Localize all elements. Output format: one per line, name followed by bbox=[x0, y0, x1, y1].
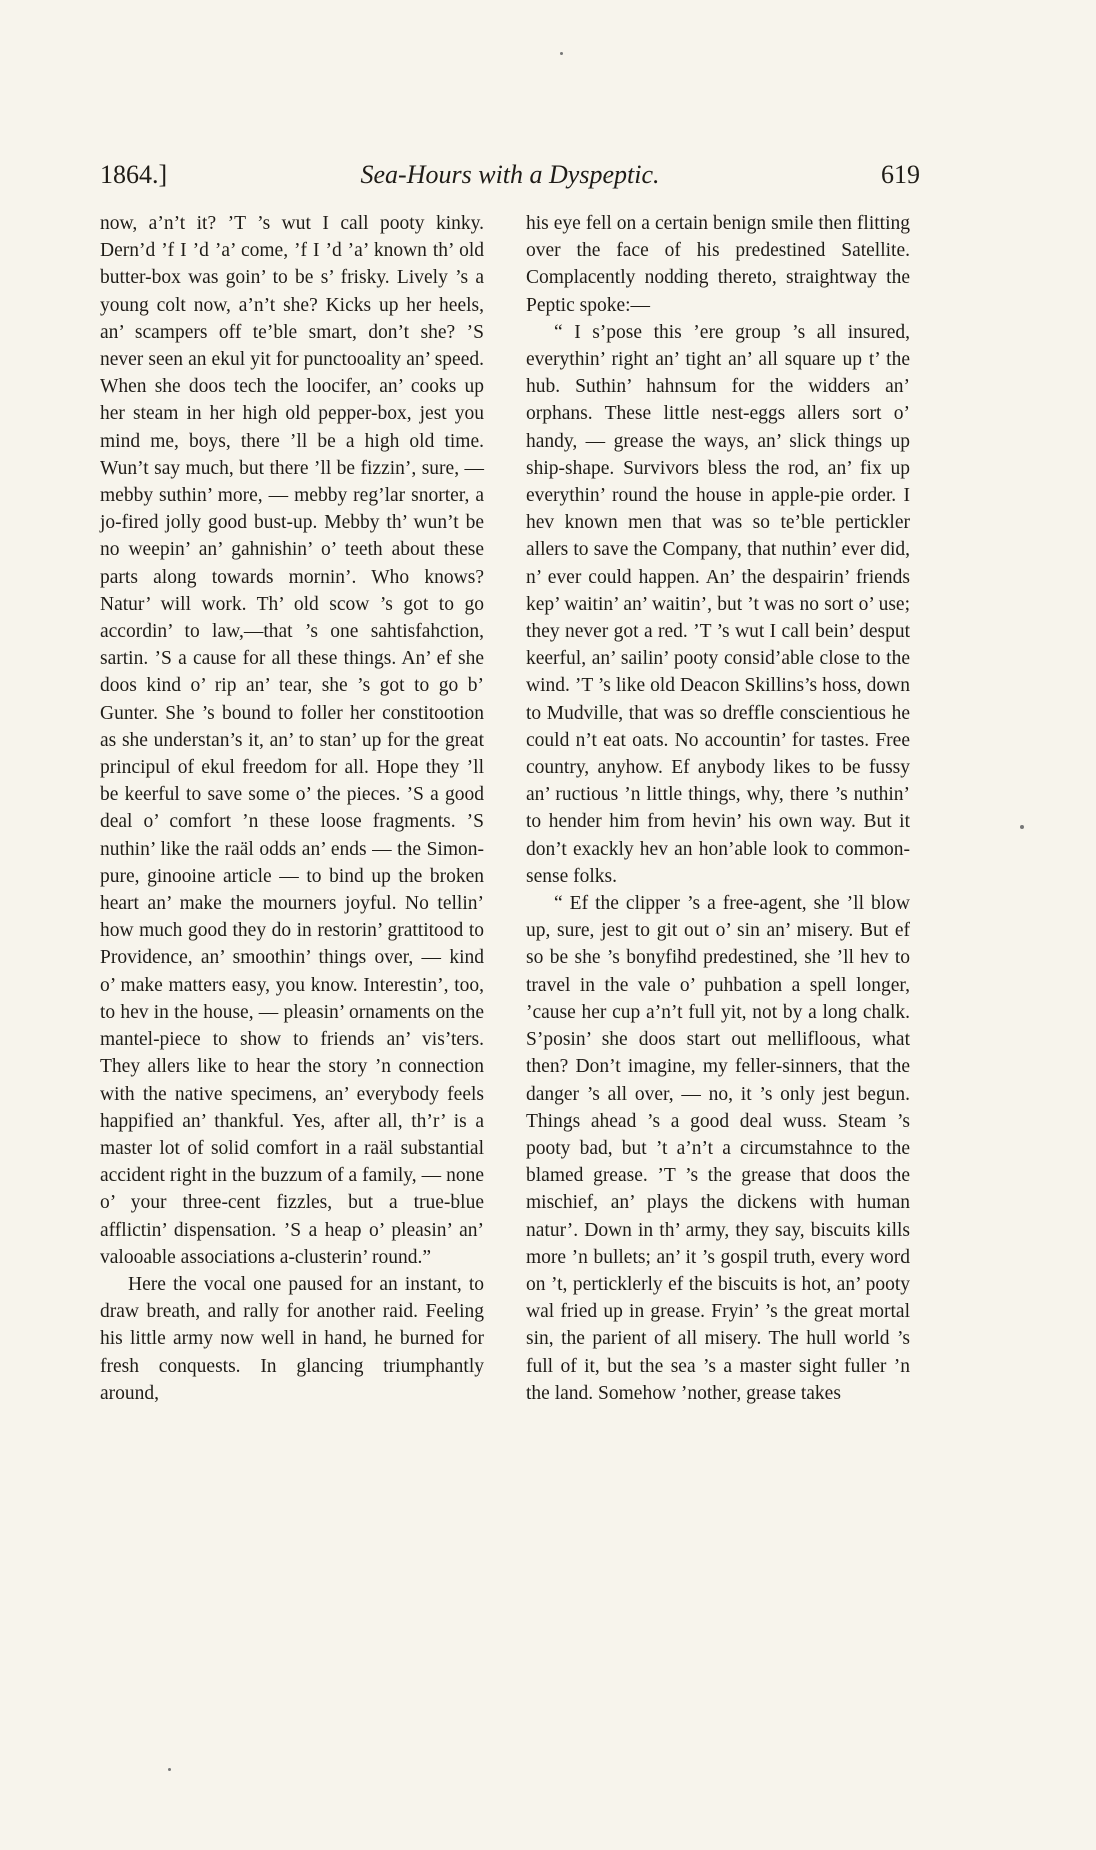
ink-speck bbox=[1020, 825, 1024, 829]
ink-speck bbox=[168, 1768, 171, 1771]
paragraph: Here the vocal one paused for an instant, to draw breath, and rally for another raid. Feeling his little army now well in hand, he burned for fresh conquests. In glancing triumphantly around, bbox=[100, 1273, 484, 1404]
paragraph: now, a’n’t it? ’T ’s wut I call pooty kinky. Dern’d ’f I ’d ’a’ come, ’f I ’d ’a’ known th’ old butter-box was goin’ to be s’ frisky. Lively ’s a young colt now, a’n’t she? Kicks up her heels, an’ scampers off te’ble smart, don’t she? ’S never seen an ekul yit for punctooality an’ speed. When she doos tech the loocifer, an’ cooks up her steam in her high old pepper-box, jest you mind me, boys, there ’ll be a high old time. Wun’t say much, but there ’ll be fizzin’, sure, — mebby suthin’ more, — mebby reg’lar snorter, a jo-fired jolly good bust-up. Mebby th’ wun’t be no weepin’ an’ gahnishin’ o’ teeth about these parts along towards mornin’. Who knows? Natur’ will work. Th’ old scow ’s got to go accordin’ to law,—that ’s one sahtisfahction, sartin. ’S a cause for all these things. An’ ef she doos kind o’ rip an’ tear, she ’s got to go b’ Gunter. She ’s bound to foller her constitootion as she understan’s it, an’ to stan’ up for the great principul of ekul freedom for all. Hope they ’ll be keerful to save some o’ the pieces. ’S a good deal o’ comfort ’n these loose fragments. ’S nuthin’ like the raäl odds an’ ends — the Simon-pure, ginooine article — to bind up the broken heart an’ make the mourners joyful. No tellin’ how much good they do in restorin’ grattitood to Providence, an’ smoothin’ things over, — kind o’ make matters easy, you know. Interestin’, too, to hev in the house, — pleasin’ ornaments on the mantel-piece to show to friends an’ vis’ters. They allers like to hear the story ’n connection with the native specimens, an’ everybody feels happified an’ thankful. Yes, after all, th’r’ is a master lot of solid comfort in a raäl substantial accident right in the buzzum of a family, — none o’ your three-cent fizzles, but a true-blue afflictin’ dispensation. ’S a heap o’ pleasin’ an’ valooable associations a-clusterin’ round.” bbox=[100, 213, 484, 1268]
header-title: Sea-Hours with a Dyspeptic. bbox=[360, 160, 660, 189]
paragraph: “ I s’pose this ’ere group ’s all insured, everythin’ right an’ tight an’ all square up t’ the hub. Suthin’ hahnsum for the widders an’ orphans. These little nest-eggs allers sort o’ handy, — grease the ways, an’ slick things up ship-shape. Survivors bless the rod, an’ fix up everythin’ round the house in apple-pie order. I hev known men that was so te’ble pertickler allers to save the Company, that nuthin’ ever did, n’ ever could happen. An’ the despairin’ friends kep’ waitin’ an’ waitin’, but ’t was no sort o’ use; they never got a red. ’T ’s wut I call bein’ desput keerful, an’ sailin’ pooty consid’able close to the wind. ’T ’s like old Deacon Skillins’s hoss, down to Mudville, that was so dreffle conscientious he could n’t eat oats. No accountin’ for tastes. Free country, anyhow. Ef anybody likes to be fussy an’ ructious ’n little things, why, there ’s nuthin’ to hender him from hevin’ his own way. But it don’t exackly hev an hon’able look to common-sense folks. bbox=[526, 321, 910, 887]
left-column bbox=[100, 210, 484, 1407]
paragraph: “ Ef the clipper ’s a free-agent, she ’ll blow up, sure, jest to git out o’ sin an’ misery. But ef so be she ’s bonyfihd predestined, she ’ll hev to travel in the vale o’ puhbation a spell longer, ’cause her cup a’n’t full yit, not by a long chalk. S’posin’ she doos start out mellifloous, what then? Don’t imagine, my feller-sinners, that the danger ’s all over, — no, it ’s only jest begun. Things ahead ’s a good deal wuss. Steam ’s pooty bad, but ’t a’n’t a circumstahnce to the blamed grease. ’T ’s the grease that doos the mischief, an’ plays the dickens with human natur’. Down in th’ army, they say, biscuits kills more ’n bullets; an’ it ’s gospil truth, every word on ’t, perticklerly ef the biscuits is hot, an’ pooty wal fried up in grease. Fryin’ ’s the great mortal sin, the parient of all misery. The hull world ’s full of it, but the sea ’s a master sight fuller ’n the land. Somehow ’nother, grease takes bbox=[526, 893, 910, 1404]
right-column bbox=[526, 210, 910, 1407]
header-year: 1864.] bbox=[100, 160, 168, 189]
paragraph: his eye fell on a certain benign smile then flitting over the face of his predestined Satellite. Complacently nodding thereto, straightway the Peptic spoke:— bbox=[526, 213, 910, 316]
page-number: 619 bbox=[881, 160, 920, 189]
running-header bbox=[100, 160, 920, 200]
ink-speck bbox=[560, 52, 563, 55]
